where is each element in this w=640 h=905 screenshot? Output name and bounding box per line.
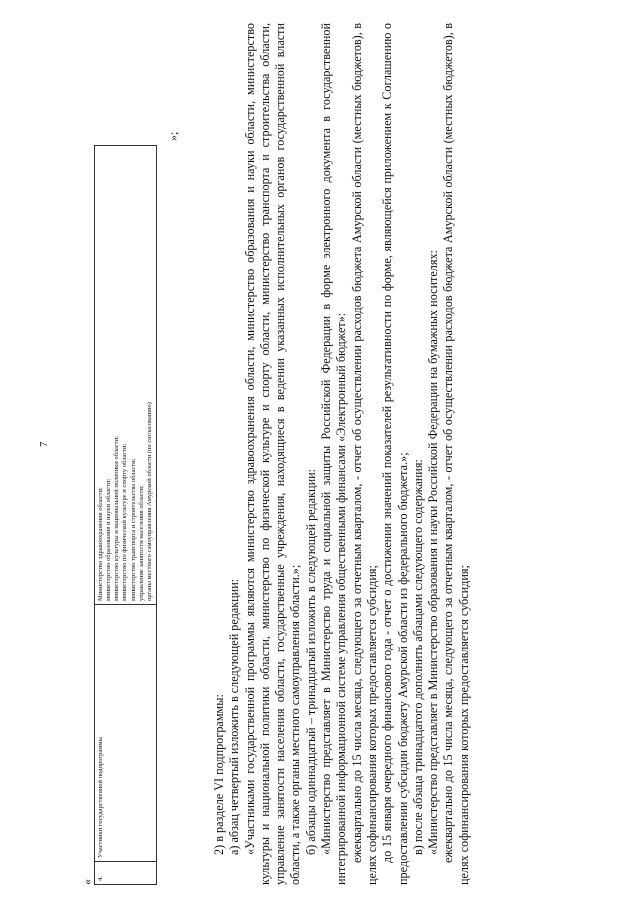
paragraph: ежеквартально до 15 числа месяца, следующего за отчетным кварталом, - отчет об осуществлении расходов бюджета Амурской области (местных бюджетов), в целях софинансирования которых предоставляется субсидия; <box>349 23 379 885</box>
page-number: 7 <box>38 441 50 447</box>
participant-item: министерство по физической культуре и спорту области; <box>121 443 129 601</box>
participants-table <box>94 145 157 885</box>
table-close-quote: »; <box>166 131 180 141</box>
participant-item: управление занятости населения области; <box>137 485 145 601</box>
participant-item: Министерство здравоохранения области; <box>97 487 104 601</box>
paragraph: до 15 января очередного финансового года - отчет о достижении значений показателей результативности по форме, являющейся приложением к Соглашению о предоставлении субсидии бюджету Амурской области из федерального бюджета.»; <box>380 23 410 885</box>
participant-item: министерство транспорта и строительства области; <box>129 458 137 601</box>
paragraph: ежеквартально до 15 числа месяца, следующего за отчетным кварталом, - отчет об осуществлении расходов бюджета Амурской области (местных бюджетов), в целях софинансирования которых предоставляется субсидия; <box>441 23 471 885</box>
table-open-quote: « <box>80 879 94 885</box>
body-text <box>212 23 472 885</box>
table-row <box>95 146 157 885</box>
paragraph: «Министерство представляет в Министерство образования и науки Российской Федерации на бумажных носителях: <box>426 250 441 855</box>
paragraph: «Министерство представляет в Министерство труда и социальной защиты Российской Федерации в форме электронного документа в государственной интегрированной информационной системе управления общественными финансами «Электронный бюджет»: <box>319 23 349 885</box>
paragraph: а) абзац четвертый изложить в следующей редакции: <box>227 578 242 855</box>
paragraph: в) после абзаца тринадцатого дополнить абзацами следующего содержания: <box>410 459 425 855</box>
participants-cell <box>95 146 157 605</box>
paragraph: 2) в разделе VI подпрограммы: <box>212 694 226 855</box>
row-number: 4. <box>95 862 157 885</box>
paragraph: «Участниками государственной программы являются министерство здравоохранения области, министерство образования и науки области, министерство культуры и национальной политики области, министерство по физической культуре и спорту области, министерство транспорта и строительства области, управление занятости населения области, государственные учреждения, находящиеся в ведении указанных исполнительных органов государственной власти области, а также органы местного самоуправления области.»; <box>242 23 303 885</box>
row-label: Участники государственной подпрограммы <box>95 605 157 862</box>
paragraph: б) абзацы одиннадцатый – тринадцатый изложить в следующей редакции: <box>303 469 318 855</box>
rotated-content <box>80 25 620 885</box>
participant-item: министерство культуры и национальной политики области; <box>113 436 121 601</box>
participant-item: органы местного самоуправления Амурской области (по согласованию) <box>145 402 153 601</box>
participant-item: министерство образования и науки области; <box>105 478 113 601</box>
